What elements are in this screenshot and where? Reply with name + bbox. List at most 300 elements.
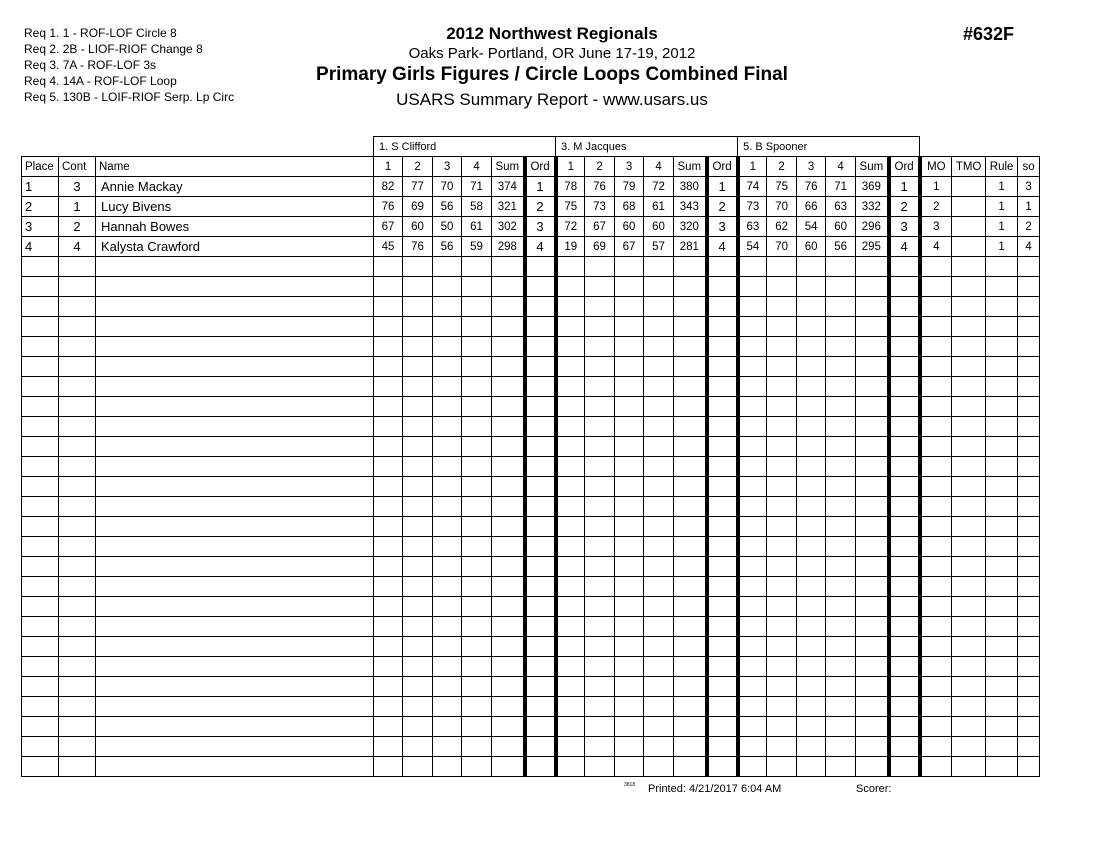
ord-cell xyxy=(707,697,738,717)
ord-cell: 2 xyxy=(525,197,556,217)
table-row xyxy=(22,257,1040,277)
skater-name-cell: Hannah Bowes xyxy=(96,217,374,237)
mark-cell xyxy=(615,397,644,417)
col-mark: 3 xyxy=(433,157,462,177)
ord-cell xyxy=(525,357,556,377)
mark-cell xyxy=(585,357,615,377)
place-cell xyxy=(22,357,59,377)
rule-cell xyxy=(986,277,1018,297)
sum-cell xyxy=(674,637,707,657)
ord-cell xyxy=(889,597,920,617)
cont-cell xyxy=(59,637,96,657)
mark-cell xyxy=(797,297,826,317)
mark-cell: 61 xyxy=(644,197,674,217)
mark-cell xyxy=(585,277,615,297)
mark-cell xyxy=(403,357,433,377)
sum-cell xyxy=(674,557,707,577)
tmo-cell xyxy=(952,337,986,357)
mo-cell xyxy=(920,297,952,317)
mark-cell xyxy=(615,337,644,357)
mark-cell xyxy=(374,317,403,337)
mo-cell xyxy=(920,397,952,417)
col-mark: 4 xyxy=(826,157,856,177)
mark-cell xyxy=(767,257,797,277)
tmo-cell xyxy=(952,757,986,777)
mark-cell xyxy=(556,557,585,577)
sum-cell xyxy=(492,737,525,757)
place-cell xyxy=(22,437,59,457)
mark-cell xyxy=(433,537,462,557)
tmo-cell xyxy=(952,597,986,617)
mark-cell xyxy=(826,677,856,697)
sum-cell xyxy=(674,617,707,637)
sum-cell xyxy=(856,577,889,597)
table-row xyxy=(22,717,1040,737)
sum-cell xyxy=(492,477,525,497)
sum-cell xyxy=(492,357,525,377)
mark-cell xyxy=(374,677,403,697)
cont-cell xyxy=(59,377,96,397)
mark-cell xyxy=(644,297,674,317)
place-cell xyxy=(22,617,59,637)
place-cell xyxy=(22,757,59,777)
mark-cell xyxy=(767,737,797,757)
mark-cell xyxy=(797,397,826,417)
mo-cell xyxy=(920,717,952,737)
mark-cell xyxy=(797,637,826,657)
sum-cell xyxy=(492,457,525,477)
rule-cell xyxy=(986,517,1018,537)
mark-cell: 71 xyxy=(826,177,856,197)
mark-cell xyxy=(615,737,644,757)
place-cell: 1 xyxy=(22,177,59,197)
so-cell xyxy=(1018,537,1040,557)
mo-cell xyxy=(920,337,952,357)
mark-cell xyxy=(738,297,767,317)
tmo-cell xyxy=(952,297,986,317)
place-cell: 2 xyxy=(22,197,59,217)
place-cell xyxy=(22,277,59,297)
sum-cell xyxy=(674,397,707,417)
mark-cell xyxy=(797,717,826,737)
mark-cell: 63 xyxy=(826,197,856,217)
cont-cell xyxy=(59,657,96,677)
col-mark: 4 xyxy=(462,157,492,177)
mo-cell xyxy=(920,657,952,677)
sum-cell xyxy=(856,657,889,677)
mark-cell xyxy=(462,437,492,457)
judge-name: 3. M Jacques xyxy=(556,137,738,157)
mark-cell xyxy=(433,577,462,597)
mark-cell xyxy=(556,477,585,497)
sum-cell xyxy=(674,457,707,477)
mark-cell xyxy=(797,517,826,537)
mark-cell xyxy=(462,597,492,617)
mark-cell xyxy=(826,557,856,577)
ord-cell xyxy=(889,737,920,757)
skater-name-cell xyxy=(96,357,374,377)
mark-cell xyxy=(556,337,585,357)
place-cell xyxy=(22,577,59,597)
mark-cell xyxy=(615,377,644,397)
mark-cell xyxy=(433,717,462,737)
mark-cell xyxy=(403,597,433,617)
mark-cell xyxy=(585,377,615,397)
mark-cell xyxy=(403,437,433,457)
mark-cell: 76 xyxy=(403,237,433,257)
ord-cell xyxy=(889,277,920,297)
ord-cell xyxy=(525,397,556,417)
rule-cell xyxy=(986,357,1018,377)
so-cell xyxy=(1018,637,1040,657)
mark-cell xyxy=(738,657,767,677)
mark-cell xyxy=(433,277,462,297)
sum-cell xyxy=(492,597,525,617)
mark-cell xyxy=(403,377,433,397)
mark-cell xyxy=(826,537,856,557)
sum-cell: 320 xyxy=(674,217,707,237)
ord-cell xyxy=(525,757,556,777)
mark-cell xyxy=(644,737,674,757)
tmo-cell xyxy=(952,517,986,537)
mark-cell xyxy=(585,517,615,537)
mark-cell xyxy=(644,557,674,577)
mark-cell xyxy=(738,337,767,357)
mark-cell xyxy=(767,617,797,637)
skater-name-cell xyxy=(96,317,374,337)
sum-cell xyxy=(856,517,889,537)
col-sum: Sum xyxy=(674,157,707,177)
mark-cell xyxy=(615,697,644,717)
mark-cell xyxy=(615,597,644,617)
col-mark: 1 xyxy=(738,157,767,177)
place-cell xyxy=(22,257,59,277)
mark-cell: 59 xyxy=(462,237,492,257)
sum-cell: 369 xyxy=(856,177,889,197)
sum-cell xyxy=(856,637,889,657)
ord-cell: 4 xyxy=(707,237,738,257)
skater-name-cell xyxy=(96,477,374,497)
mark-cell xyxy=(462,397,492,417)
mark-cell xyxy=(433,457,462,477)
col-sum: Sum xyxy=(856,157,889,177)
mark-cell xyxy=(462,697,492,717)
ord-cell xyxy=(525,277,556,297)
ord-cell: 2 xyxy=(707,197,738,217)
ord-cell xyxy=(889,377,920,397)
mark-cell xyxy=(797,497,826,517)
tmo-cell xyxy=(952,277,986,297)
sum-cell xyxy=(856,717,889,737)
sum-cell xyxy=(492,557,525,577)
ord-cell xyxy=(707,577,738,597)
ord-cell xyxy=(889,637,920,657)
ord-cell xyxy=(889,477,920,497)
skater-name-cell xyxy=(96,257,374,277)
mark-cell xyxy=(767,637,797,657)
col-mark: 1 xyxy=(556,157,585,177)
sum-cell xyxy=(674,677,707,697)
mark-cell xyxy=(585,457,615,477)
sum-cell xyxy=(856,677,889,697)
ord-cell xyxy=(889,497,920,517)
tmo-cell xyxy=(952,657,986,677)
tmo-cell xyxy=(952,197,986,217)
mark-cell xyxy=(556,617,585,637)
mark-cell xyxy=(374,657,403,677)
mark-cell xyxy=(644,617,674,637)
sum-cell xyxy=(674,597,707,617)
place-cell xyxy=(22,697,59,717)
cont-cell xyxy=(59,717,96,737)
mark-cell xyxy=(374,577,403,597)
mark-cell xyxy=(826,597,856,617)
mark-cell xyxy=(403,657,433,677)
skater-name-cell xyxy=(96,277,374,297)
ord-cell xyxy=(707,537,738,557)
mark-cell xyxy=(462,557,492,577)
mark-cell xyxy=(433,257,462,277)
mark-cell xyxy=(433,437,462,457)
skater-name-cell xyxy=(96,577,374,597)
ord-cell xyxy=(707,737,738,757)
mark-cell xyxy=(556,717,585,737)
ord-cell: 1 xyxy=(525,177,556,197)
place-cell xyxy=(22,317,59,337)
cont-cell xyxy=(59,597,96,617)
mark-cell: 72 xyxy=(556,217,585,237)
mark-cell xyxy=(462,657,492,677)
table-row xyxy=(22,637,1040,657)
mark-cell xyxy=(738,317,767,337)
mark-cell xyxy=(738,717,767,737)
ord-cell xyxy=(889,397,920,417)
mark-cell xyxy=(615,657,644,677)
so-cell xyxy=(1018,277,1040,297)
mark-cell xyxy=(462,297,492,317)
mark-cell xyxy=(403,497,433,517)
mark-cell xyxy=(556,377,585,397)
mark-cell xyxy=(462,717,492,737)
mark-cell xyxy=(644,317,674,337)
ord-cell xyxy=(707,417,738,437)
ord-cell xyxy=(889,557,920,577)
mark-cell: 72 xyxy=(644,177,674,197)
ord-cell xyxy=(707,757,738,777)
so-cell xyxy=(1018,757,1040,777)
mark-cell xyxy=(797,697,826,717)
mark-cell xyxy=(615,557,644,577)
skater-name-cell xyxy=(96,757,374,777)
sum-cell xyxy=(492,497,525,517)
sum-cell xyxy=(856,537,889,557)
sum-cell xyxy=(674,737,707,757)
mark-cell xyxy=(797,337,826,357)
mark-cell xyxy=(644,657,674,677)
ord-cell xyxy=(707,317,738,337)
skater-name-cell xyxy=(96,437,374,457)
mark-cell xyxy=(615,357,644,377)
place-cell xyxy=(22,497,59,517)
cont-cell xyxy=(59,397,96,417)
cont-cell xyxy=(59,557,96,577)
sum-cell xyxy=(674,277,707,297)
place-cell xyxy=(22,537,59,557)
mark-cell xyxy=(738,757,767,777)
mark-cell xyxy=(374,277,403,297)
mark-cell: 58 xyxy=(462,197,492,217)
col-mark: 3 xyxy=(797,157,826,177)
ord-cell xyxy=(525,517,556,537)
mark-cell xyxy=(644,357,674,377)
mark-cell xyxy=(644,417,674,437)
mark-cell xyxy=(403,697,433,717)
ord-cell xyxy=(525,717,556,737)
mark-cell xyxy=(462,417,492,437)
report-title: USARS Summary Report - www.usars.us xyxy=(396,90,708,109)
mark-cell xyxy=(374,337,403,357)
mark-cell: 76 xyxy=(797,177,826,197)
mark-cell xyxy=(374,597,403,617)
mark-cell xyxy=(374,457,403,477)
mark-cell xyxy=(433,617,462,637)
ord-cell: 1 xyxy=(707,177,738,197)
mo-cell xyxy=(920,257,952,277)
requirement-item: Req 2. 2B - LIOF-RIOF Change 8 xyxy=(24,42,203,56)
ord-cell xyxy=(525,337,556,357)
mark-cell xyxy=(462,757,492,777)
mark-cell xyxy=(403,537,433,557)
ord-cell xyxy=(889,457,920,477)
mark-cell xyxy=(615,417,644,437)
rule-cell xyxy=(986,757,1018,777)
ord-cell xyxy=(889,677,920,697)
place-cell xyxy=(22,677,59,697)
mark-cell: 61 xyxy=(462,217,492,237)
tmo-cell xyxy=(952,417,986,437)
mark-cell xyxy=(585,577,615,597)
rule-cell: 1 xyxy=(986,237,1018,257)
mark-cell xyxy=(433,657,462,677)
col-mark: 4 xyxy=(644,157,674,177)
rule-cell xyxy=(986,477,1018,497)
ord-cell xyxy=(707,437,738,457)
place-cell xyxy=(22,737,59,757)
col-name: Name xyxy=(96,157,374,177)
rule-cell xyxy=(986,677,1018,697)
sum-cell xyxy=(492,677,525,697)
sum-cell xyxy=(674,357,707,377)
sum-cell xyxy=(674,297,707,317)
mo-cell xyxy=(920,377,952,397)
mark-cell xyxy=(403,557,433,577)
sum-cell xyxy=(674,477,707,497)
mark-cell xyxy=(738,517,767,537)
sum-cell xyxy=(492,417,525,437)
mark-cell xyxy=(797,597,826,617)
tmo-cell xyxy=(952,397,986,417)
mark-cell xyxy=(462,737,492,757)
table-row xyxy=(22,617,1040,637)
so-cell xyxy=(1018,697,1040,717)
mark-cell xyxy=(767,517,797,537)
mark-cell: 78 xyxy=(556,177,585,197)
sum-cell xyxy=(856,597,889,617)
mark-cell: 56 xyxy=(826,237,856,257)
mark-cell xyxy=(826,397,856,417)
mark-cell xyxy=(433,317,462,337)
so-cell xyxy=(1018,597,1040,617)
requirement-item: Req 5. 130B - LOIF-RIOF Serp. Lp Circ xyxy=(24,90,235,104)
so-cell xyxy=(1018,737,1040,757)
mark-cell xyxy=(826,757,856,777)
ord-cell xyxy=(525,297,556,317)
sum-cell: 281 xyxy=(674,237,707,257)
ord-cell xyxy=(707,297,738,317)
sum-cell xyxy=(856,397,889,417)
so-cell xyxy=(1018,317,1040,337)
mark-cell xyxy=(462,377,492,397)
table-row xyxy=(22,477,1040,497)
mark-cell xyxy=(556,597,585,617)
printed-timestamp: Printed: 4/21/2017 6:04 AM xyxy=(648,783,782,795)
ord-cell xyxy=(707,617,738,637)
ord-cell xyxy=(707,597,738,617)
ord-cell xyxy=(525,417,556,437)
mark-cell xyxy=(797,257,826,277)
table-row xyxy=(22,677,1040,697)
mark-cell xyxy=(403,757,433,777)
sum-cell xyxy=(856,277,889,297)
mark-cell xyxy=(826,477,856,497)
ord-cell xyxy=(889,357,920,377)
place-cell: 3 xyxy=(22,217,59,237)
mark-cell xyxy=(738,277,767,297)
ord-cell xyxy=(525,537,556,557)
mo-cell xyxy=(920,637,952,657)
sum-cell xyxy=(492,757,525,777)
tmo-cell xyxy=(952,737,986,757)
skater-name-cell: Annie Mackay xyxy=(96,177,374,197)
mark-cell: 54 xyxy=(738,237,767,257)
rule-cell xyxy=(986,317,1018,337)
table-row xyxy=(22,737,1040,757)
mark-cell xyxy=(374,297,403,317)
so-cell: 1 xyxy=(1018,197,1040,217)
mark-cell xyxy=(585,297,615,317)
mark-cell: 62 xyxy=(767,217,797,237)
col-rule: Rule xyxy=(986,157,1018,177)
mark-cell xyxy=(556,537,585,557)
mark-cell xyxy=(615,297,644,317)
mark-cell xyxy=(797,457,826,477)
mark-cell xyxy=(403,517,433,537)
mark-cell xyxy=(797,737,826,757)
table-row xyxy=(22,317,1040,337)
mark-cell xyxy=(644,597,674,617)
mark-cell xyxy=(556,277,585,297)
ord-cell xyxy=(707,477,738,497)
col-mark: 2 xyxy=(767,157,797,177)
table-row xyxy=(22,757,1040,777)
mark-cell xyxy=(403,337,433,357)
cont-cell xyxy=(59,417,96,437)
col-ord: Ord xyxy=(525,157,556,177)
rule-cell xyxy=(986,697,1018,717)
mark-cell xyxy=(797,617,826,637)
sum-cell: 332 xyxy=(856,197,889,217)
rule-cell xyxy=(986,257,1018,277)
